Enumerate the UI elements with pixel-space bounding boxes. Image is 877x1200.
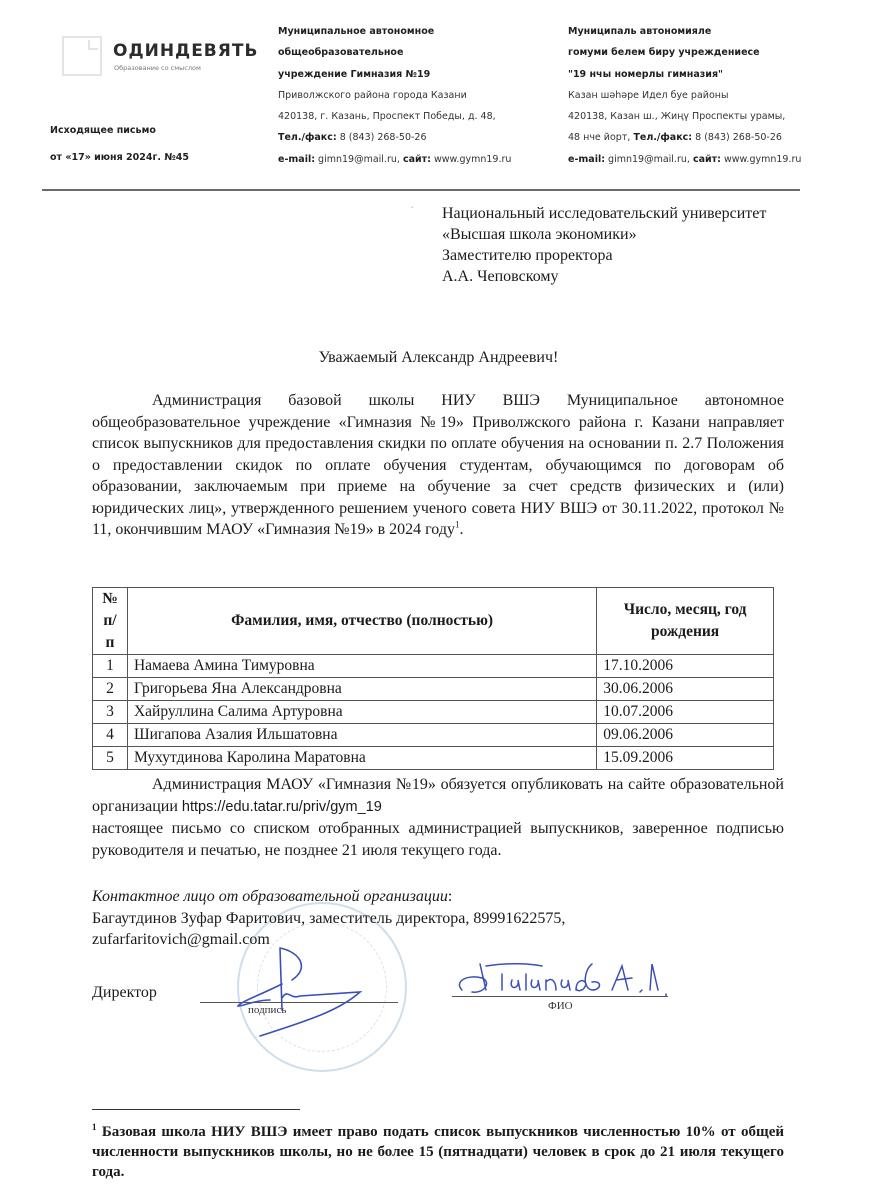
contact-label: Контактное лицо от образовательной организации [92,888,448,905]
table-row [93,747,774,770]
signature-caption: подпись [248,1004,287,1016]
addressee-block [442,203,766,287]
greeting: Уважаемый Александр Андреевич! [318,349,559,366]
cell-number: 4 [93,724,128,747]
name-caption: ФИО [548,1000,573,1012]
tt-line1: Муниципаль автономияле [568,26,712,37]
logo-title: ОДИНДЕВЯТЬ [113,41,259,61]
col-header-fullname: Фамилия, имя, отчество (полностью) [127,588,596,655]
cell-fullname: Намаева Амина Тимуровна [127,655,596,678]
ru-site-link[interactable]: www.gymn19.ru [433,153,512,165]
cell-birthdate: 17.10.2006 [597,655,774,678]
tt-line4: Казан шәһәре Идел буе районы [568,89,729,101]
tt-line2: гомуми белем биру учреждениесе [568,47,760,59]
cell-number: 1 [93,655,128,678]
cell-number: 3 [93,701,128,724]
cell-fullname: Мухутдинова Каролина Маратовна [127,747,596,770]
addressee-line1: Национальный исследовательский университет [442,205,767,222]
cell-number: 5 [93,747,128,770]
letterhead-russian [278,21,511,170]
cell-number: 2 [93,678,128,701]
logo-square-icon [62,36,102,76]
signatory-role: Директор [92,984,157,1001]
outgoing-letter-date-number: от «17» июня 2024г. №45 [50,152,189,163]
ru-line5: 420138, г. Казань, Проспект Победы, д. 48, [278,111,496,123]
cell-fullname: Григорьева Яна Александровна [127,678,596,701]
ru-line4: Приволжского района города Казани [278,89,467,101]
footnote-divider [92,1109,300,1110]
letterhead-tatar [568,21,801,170]
logo-subtitle: Образование со смыслом [114,64,201,72]
outgoing-letter-label: Исходящее письмо [50,125,156,136]
scan-mark: ‘ [411,205,414,213]
tt-site-link[interactable]: www.gymn19.ru [723,153,802,165]
cell-fullname: Шигапова Азалия Ильшатовна [127,724,596,747]
footnote: $^1$ Базовая школа НИУ ВШЭ имеет право подать список выпускников численностью 10% от общей численности выпускников школы, но не более 15 (пятнадцати) человек в срок до 21 июля текущего года. [92,1122,784,1180]
table-row [93,678,774,701]
letterhead-divider [42,189,800,191]
cell-birthdate: 09.06.2006 [597,724,774,747]
ru-contacts: e-mail: gimn19@mail.ru, сайт: www.gymn19.ru [278,153,512,165]
footnote-ref[interactable]: 1 [454,519,460,530]
cell-birthdate: 15.09.2006 [597,747,774,770]
contact-person: Багаутдинов Зуфар Фаритович, заместитель директора, 89991622575, [92,909,566,927]
col-header-number: № п/п [93,588,128,655]
footnote-mark: 1 [92,1122,97,1132]
table-row [93,655,774,678]
contact-block: Контактное лицо от образовательной организации: Багаутдинов Зуфар Фаритович, заместитель директора, 89991622575, zufarfaritovich@gmail.com [92,886,565,951]
table-row [93,724,774,747]
cell-birthdate: 10.07.2006 [597,701,774,724]
tt-phone: 48 нче йорт, Тел./факс: 8 (843) 268-50-26 [568,132,782,144]
ru-line1: Муниципальное автономное [278,26,435,37]
cell-birthdate: 30.06.2006 [597,678,774,701]
handwritten-signature-icon [230,940,410,1040]
body-paragraph-1: Администрация базовой школы НИУ ВШЭ Муниципальное автономное общеобразовательное учреждение «Гимназия №19» Приволжского района г. Казани направляет список выпускников для предоставления скидки по оплате обучения на основании п. 2.7 Положения о предоставлении скидок по оплате обучения студентам, обучающимся по договорам об образовании, заключаемым при приеме на обучение за счет средств физических и (или) юридических лиц», утвержденного решением ученого совета НИУ ВШЭ от 30.11.2022, протокол № 11, окончившим МАОУ «Гимназия №19» в 2024 году$^1$. [92,392,784,538]
tt-email-link[interactable]: gimn19@mail.ru, [608,153,690,165]
table-row [93,701,774,724]
table-header-row [93,588,774,655]
graduates-table [92,587,774,770]
cell-fullname: Хайруллина Салима Артуровна [127,701,596,724]
contact-email-link[interactable]: zufarfaritovich@gmail.com [92,931,270,948]
body-paragraph-2: Администрация МАОУ «Гимназия №19» обязуется опубликовать на сайте образовательной организации https://edu.tatar.ru/priv/gym_19 настоящее письмо со списком отобранных администрацией выпускников, заверенное подписью руководителя и печатью, не позднее 21 июля текущего года. [92,776,784,859]
addressee-line3: Заместителю проректора [442,247,613,264]
ru-line2: общеобразовательное [278,47,404,59]
handwritten-name-icon [452,960,672,1000]
addressee-line4: А.А. Чеповскому [442,268,559,285]
ru-line3: учреждение Гимназия №19 [278,68,431,80]
addressee-line2: «Высшая школа экономики» [442,226,637,243]
ru-phone: Тел./факс: 8 (843) 268-50-26 [278,132,427,144]
tt-line5: 420138, Казан ш., Жиңү Проспекты урамы, [568,111,786,123]
tt-line3: "19 нчы номерлы гимназия" [568,68,724,80]
col-header-birthdate: Число, месяц, год рождения [597,588,774,655]
tt-contacts: e-mail: gimn19@mail.ru, сайт: www.gymn19.ru [568,153,802,165]
school-site-link[interactable]: https://edu.tatar.ru/priv/gym_19 [181,798,382,815]
ru-email-link[interactable]: gimn19@mail.ru, [318,153,400,165]
